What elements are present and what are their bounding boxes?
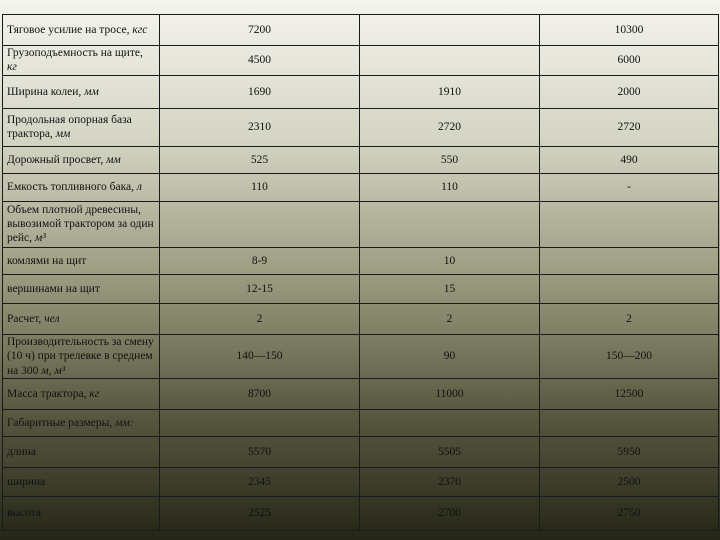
value-cell <box>540 409 719 436</box>
table-row <box>3 496 719 530</box>
value-cell: 1910 <box>360 75 540 108</box>
row-label <box>3 409 160 436</box>
value-cell: 11000 <box>360 378 540 409</box>
row-unit: чел <box>44 312 60 325</box>
row-label-text: длина <box>7 445 37 458</box>
row-label-text: Габаритные размеры, <box>7 416 113 429</box>
table-row <box>3 274 719 303</box>
table-row <box>3 303 719 334</box>
row-label-text: вершинами на щит <box>7 282 100 295</box>
row-unit: мм <box>84 85 99 98</box>
value-cell: 2750 <box>540 496 719 530</box>
row-label-text: Расчет, <box>7 312 42 325</box>
value-cell <box>540 274 719 303</box>
value-cell: 1690 <box>160 75 360 108</box>
value-cell: 6000 <box>540 46 719 76</box>
row-label <box>3 75 160 108</box>
row-label <box>3 15 160 46</box>
value-cell: 2525 <box>160 496 360 530</box>
table-row <box>3 75 719 108</box>
row-unit: м, м³ <box>41 364 66 377</box>
value-cell: 110 <box>360 173 540 201</box>
spec-table <box>2 14 719 531</box>
row-label-text: Грузоподъемность на щите, <box>7 47 143 59</box>
value-cell: 5950 <box>540 436 719 467</box>
value-cell <box>360 15 540 46</box>
row-label-text: Емкость топливного бака, <box>7 181 134 194</box>
value-cell: 2000 <box>540 75 719 108</box>
value-cell: 4500 <box>160 46 360 76</box>
row-label <box>3 46 160 76</box>
value-cell: 150—200 <box>540 334 719 378</box>
value-cell: 2500 <box>540 467 719 496</box>
row-label <box>3 146 160 173</box>
value-cell: 7200 <box>160 15 360 46</box>
value-cell <box>360 46 540 76</box>
table-row <box>3 15 719 46</box>
value-cell: 5505 <box>360 436 540 467</box>
row-label <box>3 334 160 378</box>
value-cell: 2 <box>360 303 540 334</box>
table-row <box>3 108 719 146</box>
row-unit: м³ <box>34 232 46 245</box>
row-label-text: комлями на щит <box>7 254 87 267</box>
row-unit: мм <box>106 153 121 166</box>
value-cell <box>160 409 360 436</box>
value-cell: 140—150 <box>160 334 360 378</box>
value-cell: 12-15 <box>160 274 360 303</box>
row-unit: л <box>136 181 142 194</box>
row-label <box>3 467 160 496</box>
row-label <box>3 201 160 247</box>
row-label-text: Ширина колеи, <box>7 85 82 98</box>
value-cell: 15 <box>360 274 540 303</box>
row-label-text: Производительность за смену (10 ч) при трелевке в среднем на 300 <box>7 335 154 377</box>
table-row <box>3 334 719 378</box>
table-row <box>3 436 719 467</box>
value-cell: 8700 <box>160 378 360 409</box>
table-row <box>3 46 719 76</box>
value-cell: 2345 <box>160 467 360 496</box>
value-cell <box>540 247 719 274</box>
row-label <box>3 496 160 530</box>
row-label <box>3 378 160 409</box>
value-cell: 2720 <box>540 108 719 146</box>
value-cell: 5570 <box>160 436 360 467</box>
table-row <box>3 146 719 173</box>
row-label <box>3 173 160 201</box>
value-cell: - <box>540 173 719 201</box>
row-unit: мм <box>55 128 71 141</box>
value-cell: 2700 <box>360 496 540 530</box>
value-cell: 110 <box>160 173 360 201</box>
row-label-text: Масса трактора, <box>7 387 87 400</box>
value-cell: 2720 <box>360 108 540 146</box>
value-cell: 10300 <box>540 15 719 46</box>
row-unit: кг <box>89 387 100 400</box>
value-cell: 8-9 <box>160 247 360 274</box>
table-row <box>3 467 719 496</box>
table-row <box>3 378 719 409</box>
value-cell: 2370 <box>360 467 540 496</box>
value-cell: 90 <box>360 334 540 378</box>
row-label <box>3 108 160 146</box>
row-label <box>3 303 160 334</box>
value-cell: 10 <box>360 247 540 274</box>
value-cell <box>540 201 719 247</box>
value-cell <box>160 201 360 247</box>
row-label-text: Тяговое усилие на тросе, <box>7 23 130 36</box>
value-cell: 2 <box>160 303 360 334</box>
table-row <box>3 409 719 436</box>
row-label <box>3 247 160 274</box>
row-unit: кг <box>7 61 17 74</box>
value-cell: 550 <box>360 146 540 173</box>
table-row <box>3 201 719 247</box>
row-label <box>3 436 160 467</box>
row-label-text: Объем плотной древесины, вывозимой трактором за один рейс, <box>7 203 154 245</box>
row-label-text: ширина <box>7 475 46 488</box>
row-label-text: Продольная опорная база трактора, <box>7 113 132 141</box>
value-cell: 525 <box>160 146 360 173</box>
row-label-text: Дорожный просвет, <box>7 153 104 166</box>
value-cell <box>360 409 540 436</box>
value-cell: 2 <box>540 303 719 334</box>
row-label <box>3 274 160 303</box>
value-cell: 2310 <box>160 108 360 146</box>
table-row <box>3 247 719 274</box>
value-cell <box>360 201 540 247</box>
row-unit: кгс <box>132 23 148 36</box>
value-cell: 12500 <box>540 378 719 409</box>
row-unit: мм: <box>115 416 134 429</box>
value-cell: 490 <box>540 146 719 173</box>
spec-table-body <box>3 15 719 531</box>
table-row <box>3 173 719 201</box>
row-label-text: высота <box>7 507 42 520</box>
